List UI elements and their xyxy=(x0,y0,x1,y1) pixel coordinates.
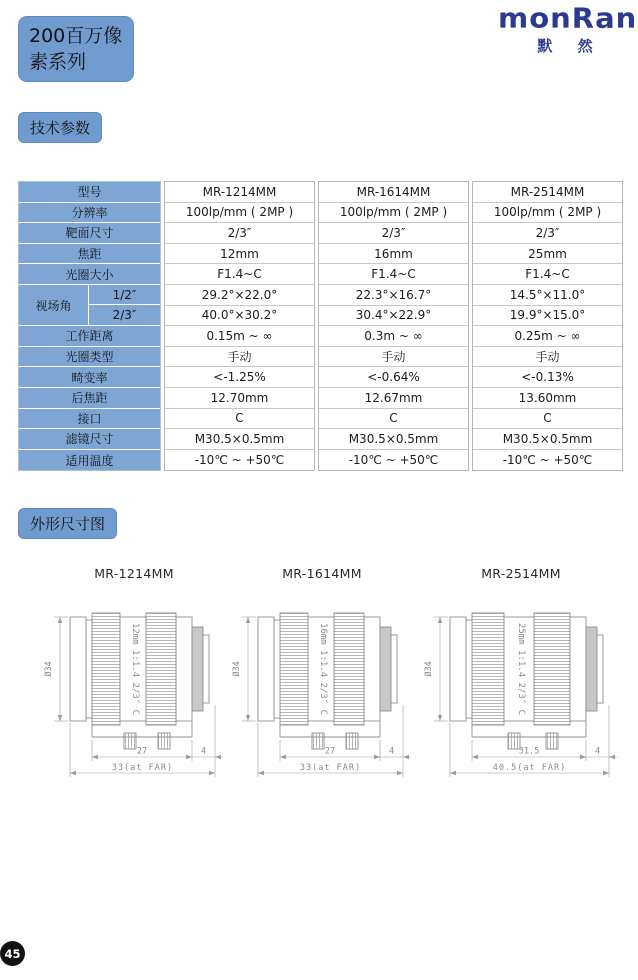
dimensions-section-heading: 外形尺寸图 xyxy=(18,508,117,539)
row-label: 适用温度 xyxy=(65,453,114,468)
svg-text:25mm 1:1.4 2/3″ C: 25mm 1:1.4 2/3″ C xyxy=(516,622,526,716)
spec-value-cell: M30.5×0.5mm xyxy=(319,429,468,450)
spec-value-cell: 12.67mm xyxy=(319,388,468,409)
spec-table-model-column xyxy=(472,181,623,471)
spec-value-cell: 0.15m ~ ∞ xyxy=(165,326,314,347)
lens-drawing-label: MR-2514MM xyxy=(481,566,561,581)
row-label: 靶面尺寸 xyxy=(19,223,160,244)
svg-text:27: 27 xyxy=(136,746,148,757)
row-label: 接口 xyxy=(19,409,160,430)
spec-value-cell: MR-2514MM xyxy=(473,182,622,203)
spec-value-cell: F1.4~C xyxy=(473,264,622,285)
row-label: 工作距离 xyxy=(19,326,160,347)
svg-text:33(at FAR): 33(at FAR) xyxy=(111,763,174,773)
svg-text:Ø34: Ø34 xyxy=(232,661,242,677)
spec-value-cell: 12mm xyxy=(165,244,314,265)
svg-text:12mm 1:1.4 2/3″ C: 12mm 1:1.4 2/3″ C xyxy=(130,622,140,716)
spec-value-cell: 手动 xyxy=(473,347,622,368)
specs-section-heading: 技术参数 xyxy=(18,112,102,143)
spec-table-model-column xyxy=(164,181,315,471)
spec-value-cell: <-1.25% xyxy=(165,367,314,388)
spec-value-cell: 40.0°×30.2° xyxy=(165,306,314,327)
spec-value-cell: 2/3″ xyxy=(319,223,468,244)
spec-value-cell: MR-1214MM xyxy=(165,182,314,203)
spec-value-cell: 13.60mm xyxy=(473,388,622,409)
svg-text:33(at FAR): 33(at FAR) xyxy=(299,763,362,773)
brand-logo-chinese: 默 然 xyxy=(537,37,603,55)
row-sublabel: 1/2″ xyxy=(89,285,160,305)
row-label: 焦距 xyxy=(19,244,160,265)
lens-technical-drawing xyxy=(34,597,234,792)
series-title: 200百万像素系列 xyxy=(18,16,134,82)
lens-drawing-MR-2514MM xyxy=(414,566,628,792)
spec-value-cell: 14.5°×11.0° xyxy=(473,285,622,306)
spec-value-cell: F1.4~C xyxy=(319,264,468,285)
fov-sublabels xyxy=(89,285,160,325)
spec-value-cell: M30.5×0.5mm xyxy=(473,429,622,450)
svg-text:31.5: 31.5 xyxy=(518,746,540,757)
spec-value-cell: 手动 xyxy=(319,347,468,368)
row-label: 畸变率 xyxy=(19,367,160,388)
spec-value-cell: C xyxy=(165,409,314,430)
svg-text:Ø34: Ø34 xyxy=(44,661,54,677)
svg-text:27: 27 xyxy=(324,746,336,757)
spec-value-cell: <-0.13% xyxy=(473,367,622,388)
brand-logo-text: monRan xyxy=(498,1,638,35)
fov-row-block xyxy=(19,285,160,326)
spec-value-cell: F1.4~C xyxy=(165,264,314,285)
spec-value-cell: C xyxy=(319,409,468,430)
svg-text:4: 4 xyxy=(200,746,207,757)
row-label: 滤镜尺寸 xyxy=(19,429,160,450)
spec-value-cell: -10℃ ~ +50℃ xyxy=(502,453,593,468)
spec-table-model-column xyxy=(318,181,469,471)
lens-drawing-label: MR-1614MM xyxy=(282,566,362,581)
svg-text:Ø34: Ø34 xyxy=(424,661,434,677)
row-label: 型号 xyxy=(19,182,160,203)
spec-value-cell: C xyxy=(473,409,622,430)
spec-value-cell: 12.70mm xyxy=(165,388,314,409)
svg-text:4: 4 xyxy=(388,746,395,757)
spec-value-cell: 0.25m ~ ∞ xyxy=(473,326,622,347)
lens-technical-drawing xyxy=(414,597,628,792)
page-number-badge: 45 xyxy=(0,941,25,966)
svg-text:4: 4 xyxy=(594,746,601,757)
spec-value-cell: MR-1614MM xyxy=(319,182,468,203)
lens-technical-drawing xyxy=(222,597,422,792)
spec-table-label-column xyxy=(18,181,161,471)
row-label: 光圈大小 xyxy=(19,264,160,285)
spec-value-cell: 19.9°×15.0° xyxy=(473,306,622,327)
svg-text:40.5(at FAR): 40.5(at FAR) xyxy=(492,763,567,773)
spec-value-cell: 16mm xyxy=(319,244,468,265)
spec-value-cell: 2/3″ xyxy=(165,223,314,244)
brand-logo xyxy=(498,1,638,56)
row-label: 后焦距 xyxy=(19,388,160,409)
lens-drawing-MR-1614MM xyxy=(222,566,422,792)
spec-value-cell: 29.2°×22.0° xyxy=(165,285,314,306)
row-sublabel: 2/3″ xyxy=(112,308,137,323)
spec-value-cell: -10℃ ~ +50℃ xyxy=(348,453,439,468)
spec-value-cell: 0.3m ~ ∞ xyxy=(319,326,468,347)
spec-value-cell: 手动 xyxy=(165,347,314,368)
spec-value-cell: 25mm xyxy=(473,244,622,265)
row-label: 分辨率 xyxy=(19,203,160,224)
row-label: 光圈类型 xyxy=(19,347,160,368)
spec-value-cell: 30.4°×22.9° xyxy=(319,306,468,327)
spec-table xyxy=(18,181,623,471)
spec-value-cell: 100lp/mm ( 2MP ) xyxy=(165,203,314,224)
lens-drawing-label: MR-1214MM xyxy=(94,566,174,581)
spec-value-cell: 100lp/mm ( 2MP ) xyxy=(473,203,622,224)
svg-text:16mm 1:1.4 2/3″ C: 16mm 1:1.4 2/3″ C xyxy=(318,622,328,716)
spec-value-cell: 22.3°×16.7° xyxy=(319,285,468,306)
spec-value-cell: 2/3″ xyxy=(473,223,622,244)
spec-value-cell: <-0.64% xyxy=(319,367,468,388)
lens-drawing-MR-1214MM xyxy=(34,566,234,792)
row-label: 视场角 xyxy=(19,285,89,325)
spec-value-cell: 100lp/mm ( 2MP ) xyxy=(319,203,468,224)
spec-value-cell: M30.5×0.5mm xyxy=(165,429,314,450)
spec-value-cell: -10℃ ~ +50℃ xyxy=(194,453,285,468)
